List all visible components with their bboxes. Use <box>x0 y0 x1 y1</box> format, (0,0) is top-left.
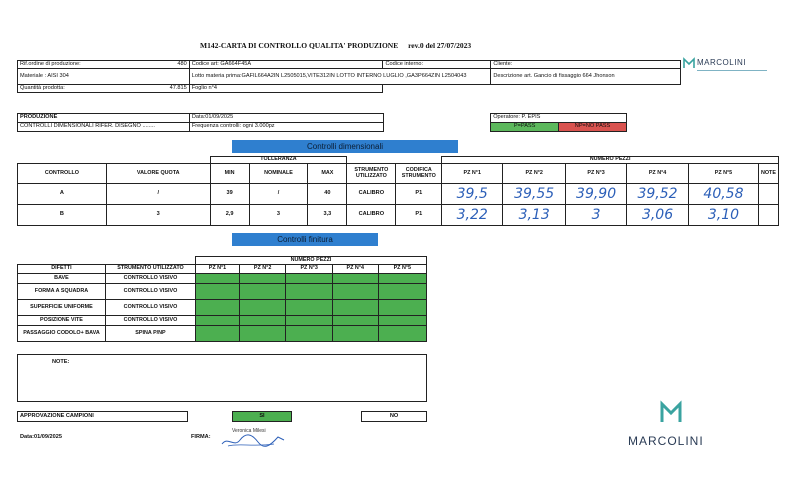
table-row <box>18 300 427 316</box>
row-a-valore: / <box>106 184 210 205</box>
logo-top-underline <box>697 70 767 71</box>
finitura-table <box>17 256 427 342</box>
rif-label: Rif.ordine di produzione: <box>20 60 81 67</box>
row-b-pz5: 3,10 <box>689 205 759 226</box>
approval-si: SI <box>232 412 292 422</box>
production-date: Data:01/09/2025 <box>189 114 383 123</box>
quantita-value: 47.815 <box>169 84 187 91</box>
quantita-label: Quantità prodotta: <box>20 84 65 91</box>
operatore: Operatore: P. EPIS <box>491 114 627 123</box>
row-b-strumento: CALIBRO <box>347 205 396 226</box>
row-b-pz4: 3,06 <box>627 205 689 226</box>
pass-cell <box>196 274 240 284</box>
pass-cell <box>332 316 378 326</box>
row-a-pz1: 39,5 <box>442 184 503 205</box>
signature-scribble-icon <box>218 428 288 450</box>
signature <box>218 428 288 450</box>
strumento-bave: CONTROLLO VISIVO <box>105 274 195 284</box>
col-fin-pz4: PZ N°4 <box>332 265 378 274</box>
document-title <box>200 41 471 50</box>
pass-cell <box>286 316 333 326</box>
strumento-passaggio: SPINA P/NP <box>105 326 195 342</box>
strumento-forma: CONTROLLO VISIVO <box>105 284 195 300</box>
row-a-strumento: CALIBRO <box>347 184 396 205</box>
col-fin-pz3: PZ N°3 <box>286 265 333 274</box>
pass-cell <box>239 274 286 284</box>
marcolini-m-large-icon <box>659 400 683 424</box>
pass-cell <box>239 300 286 316</box>
pass-cell <box>378 274 426 284</box>
table-row <box>18 316 427 326</box>
materiale: Materiale : AISI 304 <box>18 69 190 85</box>
row-a-max: 40 <box>308 184 347 205</box>
fin-numero-pezzi-header: NUMERO PEZZI <box>196 257 427 265</box>
logo-top <box>683 56 783 80</box>
col-max: MAX <box>308 164 347 184</box>
col-note: NOTE <box>758 164 778 184</box>
pass-cell <box>378 326 426 342</box>
col-nominale: NOMINALE <box>249 164 308 184</box>
col-pz5: PZ N°5 <box>689 164 759 184</box>
table-row <box>18 205 779 226</box>
col-controllo: CONTROLLO <box>18 164 107 184</box>
pass-cell <box>286 284 333 300</box>
row-b-note <box>758 205 778 226</box>
approval-label: APPROVAZIONE CAMPIONI <box>18 412 188 422</box>
col-pz4: PZ N°4 <box>627 164 689 184</box>
row-b-nominale: 3 <box>249 205 308 226</box>
footer-firma-label: FIRMA: <box>191 434 211 440</box>
table-row <box>18 326 427 342</box>
col-min: MIN <box>210 164 249 184</box>
pass-cell <box>286 326 333 342</box>
note-label: NOTE: <box>52 359 70 365</box>
difetto-forma: FORMA A SQUADRA <box>18 284 106 300</box>
pass-cell <box>332 284 378 300</box>
descrizione: Descrizione art. Gancio di fissaggio 664 Jhonson <box>491 69 681 85</box>
rif-cell <box>18 61 190 69</box>
rif-value: 480 <box>177 60 187 67</box>
row-a-note <box>758 184 778 205</box>
strumento-superficie: CONTROLLO VISIVO <box>105 300 195 316</box>
difetto-bave: BAVE <box>18 274 106 284</box>
col-valore: VALORE QUOTA <box>106 164 210 184</box>
logo-bottom-text: MARCOLINI <box>628 434 704 448</box>
col-fin-pz5: PZ N°5 <box>378 265 426 274</box>
codice-art: Codice art: GA664F45A <box>189 61 383 69</box>
finitura-section-bar: Controlli finitura <box>232 233 378 246</box>
row-b-pz2: 3,13 <box>503 205 566 226</box>
foglio: Foglio n°4 <box>189 85 383 93</box>
note-box <box>17 354 427 402</box>
tolleranza-header: TOLLERANZA <box>210 157 347 164</box>
row-a-controllo: A <box>18 184 107 205</box>
row-a-nominale: / <box>249 184 308 205</box>
pass-cell <box>196 300 240 316</box>
difetto-superficie: SUPERFICIE UNIFORME <box>18 300 106 316</box>
dimensional-table <box>17 156 779 226</box>
footer-date: Data:01/09/2025 <box>20 434 62 440</box>
row-a-pz4: 39,52 <box>627 184 689 205</box>
numero-pezzi-header: NUMERO PEZZI <box>442 157 779 164</box>
table-row <box>18 284 427 300</box>
col-difetti: DIFETTI <box>18 265 106 274</box>
controlli-rifer: CONTROLLI DIMENSIONALI RIFER. DISEGNO ........ <box>18 123 190 132</box>
cliente: Cliente: <box>491 61 681 69</box>
pass-cell <box>196 316 240 326</box>
row-a-codifica: P1 <box>396 184 442 205</box>
pass-cell <box>378 284 426 300</box>
pass-cell <box>196 284 240 300</box>
info-table <box>17 60 681 93</box>
frequenza: Frequenza controlli: ogni 3.000pz <box>189 123 383 132</box>
quantita-cell <box>18 85 190 93</box>
row-b-pz1: 3,22 <box>442 205 503 226</box>
production-table <box>17 113 627 132</box>
pass-cell <box>286 274 333 284</box>
col-pz3: PZ N°3 <box>566 164 627 184</box>
pass-cell <box>332 300 378 316</box>
row-b-min: 2,9 <box>210 205 249 226</box>
row-a-min: 39 <box>210 184 249 205</box>
revision-text: rev.0 del 27/07/2023 <box>408 41 472 50</box>
approval-table <box>17 411 427 422</box>
logo-top-text: MARCOLINI <box>697 58 746 67</box>
pass-cell <box>196 326 240 342</box>
nopass-legend: NP=NO PASS <box>559 123 627 132</box>
col-pz2: PZ N°2 <box>503 164 566 184</box>
col-codifica: CODIFICA STRUMENTO <box>396 164 442 184</box>
logo-bottom <box>624 400 714 450</box>
produzione-label: PRODUZIONE <box>18 114 190 123</box>
pass-cell <box>239 316 286 326</box>
pass-cell <box>378 300 426 316</box>
col-fin-pz1: PZ N°1 <box>196 265 240 274</box>
row-b-controllo: B <box>18 205 107 226</box>
row-a-pz5: 40,58 <box>689 184 759 205</box>
col-fin-pz2: PZ N°2 <box>239 265 286 274</box>
row-a-pz3: 39,90 <box>566 184 627 205</box>
pass-cell <box>239 326 286 342</box>
row-b-pz3: 3 <box>566 205 627 226</box>
table-row <box>18 274 427 284</box>
marcolini-m-icon <box>683 57 695 69</box>
table-row <box>18 184 779 205</box>
difetto-posizione: POSIZIONE VITE <box>18 316 106 326</box>
signer-name: Veronica Milesi <box>232 428 266 434</box>
pass-cell <box>332 274 378 284</box>
codice-interno: Codice interno: <box>383 61 491 69</box>
row-b-valore: 3 <box>106 205 210 226</box>
pass-cell <box>239 284 286 300</box>
row-b-max: 3,3 <box>308 205 347 226</box>
pass-legend: P=PASS <box>491 123 559 132</box>
col-pz1: PZ N°1 <box>442 164 503 184</box>
strumento-posizione: CONTROLLO VISIVO <box>105 316 195 326</box>
row-b-codifica: P1 <box>396 205 442 226</box>
dimensional-section-bar: Controlli dimensionali <box>232 140 458 153</box>
col-fin-strumento: STRUMENTO UTILIZZATO <box>105 265 195 274</box>
title-text: M142-CARTA DI CONTROLLO QUALITA' PRODUZIONE <box>200 41 399 50</box>
difetto-passaggio: PASSAGGIO CODOLO+ BAVA <box>18 326 106 342</box>
approval-no: NO <box>362 412 427 422</box>
pass-cell <box>286 300 333 316</box>
col-strumento: STRUMENTO UTILIZZATO <box>347 164 396 184</box>
row-a-pz2: 39,55 <box>503 184 566 205</box>
pass-cell <box>332 326 378 342</box>
pass-cell <box>378 316 426 326</box>
lotto: Lotto materia prima:GAFIL664A2IN L2505015,VITE312IN LOTTO INTERNO LUGLIO ,GA3P664ZIN L2504043 <box>189 69 491 85</box>
